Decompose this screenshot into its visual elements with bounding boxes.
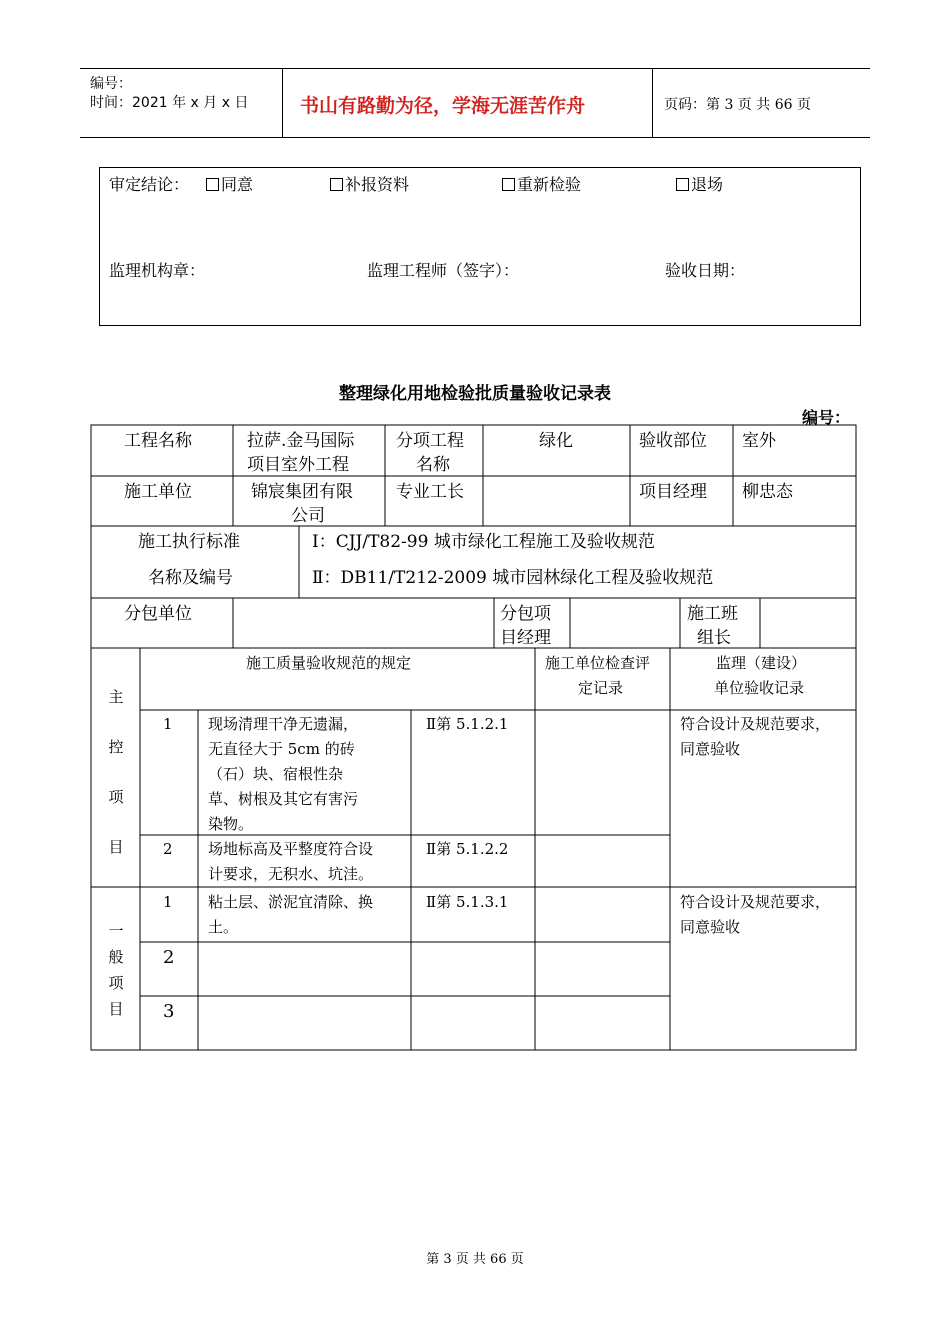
main-item-1-text-3: （石）块、宿根性杂 xyxy=(208,765,344,783)
option-reject[interactable]: 退场 xyxy=(676,172,723,195)
header-doc-no: 编号： xyxy=(90,76,132,92)
supervision-header-line1: 监理（建设） xyxy=(716,654,807,672)
form-doc-no: 编号： xyxy=(802,408,851,427)
general-item-1-ref: Ⅱ第 5.1.3.1 xyxy=(426,893,509,911)
project-name-line1: 拉萨.金马国际 xyxy=(247,431,355,451)
main-item-1-text-1: 现场清理干净无遗漏， xyxy=(208,715,359,733)
conclusion-label: 审定结论： xyxy=(109,175,190,194)
general-item-1-text-2: 土。 xyxy=(208,918,239,936)
main-result-line1: 符合设计及规范要求， xyxy=(680,715,831,733)
engineer-label: 监理工程师（签字）： xyxy=(367,261,520,280)
general-result-line2: 同意验收 xyxy=(680,918,741,936)
main-result-line2: 同意验收 xyxy=(680,740,741,758)
general-items-label: 一 般 项 目 xyxy=(108,922,124,1018)
main-item-1-ref: Ⅱ第 5.1.2.1 xyxy=(426,715,509,733)
contractor-label: 施工单位 xyxy=(124,482,192,502)
option-supplement[interactable]: 补报资料 xyxy=(330,172,409,195)
sub-pm-label-line1: 分包项 xyxy=(500,604,551,624)
standard-1: Ⅰ：CJJ/T82-99 城市绿化工程施工及验收规范 xyxy=(312,532,655,552)
general-item-1-no: 1 xyxy=(163,893,173,911)
general-item-2-no: 2 xyxy=(163,947,175,968)
main-item-1-text-5: 染物。 xyxy=(208,815,254,833)
pm-value: 柳忠态 xyxy=(742,482,793,502)
date-label: 验收日期： xyxy=(665,261,746,280)
project-name-label: 工程名称 xyxy=(124,431,192,451)
standard-label-line2: 名称及编号 xyxy=(148,568,233,588)
general-item-3-no: 3 xyxy=(163,1001,175,1022)
check-header-line2: 定记录 xyxy=(578,679,624,697)
standard-label-line1: 施工执行标准 xyxy=(138,532,240,552)
project-name-line2: 项目室外工程 xyxy=(247,455,349,475)
seal-label: 监理机构章： xyxy=(109,261,206,280)
contractor-line2: 公司 xyxy=(291,506,325,526)
main-item-2-text-2: 计要求，无积水、坑洼。 xyxy=(208,865,374,883)
main-item-2-text-1: 场地标高及平整度符合设 xyxy=(208,840,374,858)
main-item-2-no: 2 xyxy=(163,840,173,858)
pm-label: 项目经理 xyxy=(639,482,707,502)
general-item-1-text-1: 粘土层、淤泥宜清除、换 xyxy=(208,893,374,911)
main-items-label: 主 控 项 目 xyxy=(108,688,124,856)
spec-header: 施工质量验收规范的规定 xyxy=(246,654,412,672)
sub-pm-label-line2: 目经理 xyxy=(500,628,551,648)
supervision-header-line2: 单位验收记录 xyxy=(714,679,805,697)
standard-2: Ⅱ：DB11/T212-2009 城市园林绿化工程及验收规范 xyxy=(312,568,714,588)
sub-item-value: 绿化 xyxy=(539,431,573,451)
option-agree[interactable]: 同意 xyxy=(206,172,253,195)
team-leader-label-line1: 施工班 xyxy=(687,604,738,624)
main-item-1-text-2: 无直径大于 5cm 的砖 xyxy=(208,740,355,758)
sub-item-label-line2: 名称 xyxy=(416,455,450,475)
page-footer: 第 3 页 共 66 页 xyxy=(426,1252,524,1267)
subcontractor-label: 分包单位 xyxy=(124,604,192,624)
main-item-1-text-4: 草、树根及其它有害污 xyxy=(208,790,359,808)
header-page-info: 页码：第 3 页 共 66 页 xyxy=(664,97,811,113)
contractor-line1: 锦宸集团有限 xyxy=(251,482,353,502)
team-leader-label-line2: 组长 xyxy=(697,628,731,648)
general-result-line1: 符合设计及规范要求， xyxy=(680,893,831,911)
form-title: 整理绿化用地检验批质量验收记录表 xyxy=(339,384,611,404)
option-reinspect[interactable]: 重新检验 xyxy=(502,172,581,195)
foreman-label: 专业工长 xyxy=(396,482,464,502)
main-item-1-no: 1 xyxy=(163,715,173,733)
header-slogan: 书山有路勤为径，学海无涯苦作舟 xyxy=(300,95,586,117)
header-time: 时间：2021 年 x 月 x 日 xyxy=(90,95,249,111)
sub-item-label-line1: 分项工程 xyxy=(396,431,464,451)
accept-part-label: 验收部位 xyxy=(639,431,707,451)
check-header-line1: 施工单位检查评 xyxy=(545,654,651,672)
accept-part-value: 室外 xyxy=(742,431,776,451)
main-item-2-ref: Ⅱ第 5.1.2.2 xyxy=(426,840,509,858)
